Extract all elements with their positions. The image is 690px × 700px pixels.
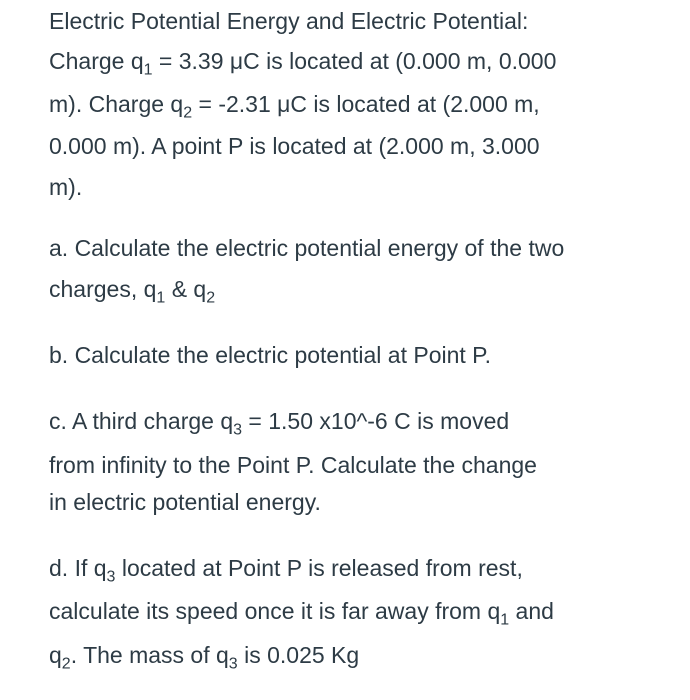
intro-line-4 <box>49 131 540 161</box>
intro-line-5 <box>49 172 82 202</box>
part-d-line-1 <box>49 553 523 586</box>
subscript: 1 <box>156 289 166 307</box>
subscript: 3 <box>233 421 243 439</box>
part-c-question: from infinity to the Point P. Calculate the change <box>49 452 537 478</box>
subscript: 2 <box>206 289 216 307</box>
part-d-line-2 <box>49 596 554 629</box>
subscript: 1 <box>143 61 153 79</box>
part-c-question-end: in electric potential energy. <box>49 489 321 515</box>
charge-q3-label: c. A third charge q <box>49 408 234 434</box>
charge-q1-label: Charge q <box>49 48 144 74</box>
part-b-line-1 <box>49 340 491 370</box>
intro-line-1 <box>49 6 528 36</box>
part-d-question: q <box>49 642 62 668</box>
point-p-text: 0.000 m). A point P is located at (2.000 m, 3.000 <box>49 133 540 159</box>
part-c-line-1 <box>49 406 510 439</box>
part-c-line-2 <box>49 450 537 480</box>
part-a-charges: charges, q <box>49 276 157 302</box>
part-a-question: a. Calculate the electric potential energy of the two <box>49 235 565 261</box>
part-d-question: located at Point P is released from rest, <box>115 555 523 581</box>
part-d-question: d. If q <box>49 555 107 581</box>
part-d-question: and <box>509 598 554 624</box>
part-a-line-2 <box>49 274 216 307</box>
part-d-question: . The mass of q <box>70 642 229 668</box>
charge-q2-value: = -2.31 μC is located at (2.000 m, <box>192 91 540 117</box>
intro-line-3 <box>49 89 540 122</box>
part-c-line-3 <box>49 487 321 517</box>
charge-q3-value: = 1.50 x10^-6 C is moved <box>242 408 510 434</box>
part-d-question: calculate its speed once it is far away from q <box>49 598 501 624</box>
part-a-line-1 <box>49 233 564 263</box>
charge-q1-value: = 3.39 μC is located at (0.000 m, 0.000 <box>152 48 557 74</box>
charge-q2-label: m). Charge q <box>49 91 184 117</box>
subscript: 2 <box>183 104 193 122</box>
part-d-line-3 <box>49 640 360 673</box>
part-a-charges: & q <box>165 276 207 302</box>
subscript: 1 <box>500 611 510 629</box>
subscript: 3 <box>228 655 238 673</box>
subscript: 3 <box>106 568 116 586</box>
subscript: 2 <box>61 655 71 673</box>
point-p-text-end: m). <box>49 174 83 200</box>
mass-q3-value: is 0.025 Kg <box>237 642 360 668</box>
intro-title: Electric Potential Energy and Electric Potential: <box>49 8 529 34</box>
part-b-question: b. Calculate the electric potential at Point P. <box>49 342 491 368</box>
intro-line-2 <box>49 46 557 79</box>
